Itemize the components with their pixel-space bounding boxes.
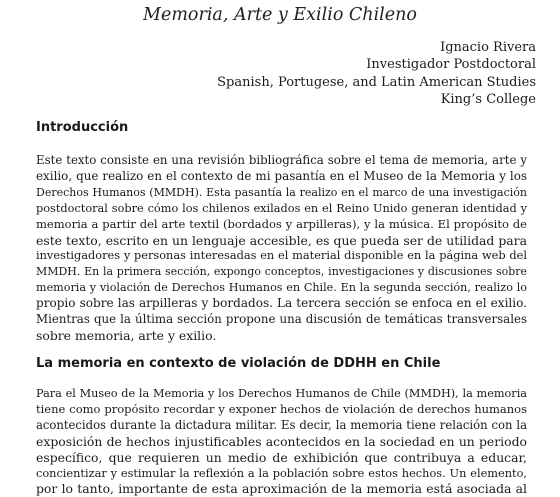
paragraph-line: Este texto consiste en una revisión bibliográfica sobre el tema de memoria, arte y	[36, 153, 527, 167]
paragraph-line: concientizar y estimular la reflexión a la población sobre estos hechos. Un elemento,	[36, 465, 527, 480]
paragraph-line: específico, que requieren un medio de exhibición que contribuya a educar,	[36, 449, 527, 465]
memoria-paragraph	[36, 386, 527, 497]
author-position: Investigador Postdoctoral	[366, 57, 536, 73]
paragraph-line: exposición de hechos injustificables acontecidos en la sociedad en un periodo	[36, 433, 527, 449]
paragraph-line: acontecidos durante la dictadura militar. Es decir, la memoria tiene relación con la	[36, 417, 527, 432]
paragraph-line: postdoctoral sobre cómo los chilenos exilados en el Reino Unido generan identidad y	[36, 200, 527, 215]
paragraph-line: exilio, que realizo en el contexto de mi pasantía en el Museo de la Memoria y los	[36, 168, 527, 183]
paragraph-line: Mientras que la última sección propone una discusión de temáticas transversales	[36, 312, 527, 327]
paragraph-line: MMDH. En la primera sección, expongo conceptos, investigaciones y discusiones sobre	[36, 265, 527, 279]
paragraph-line: este texto, escrito en un lenguaje accesible, es que pueda ser de utilidad para	[36, 232, 527, 248]
paragraph-line: Para el Museo de la Memoria y los Derechos Humanos de Chile (MMDH), la memoria	[36, 387, 527, 400]
author-department: Spanish, Portugese, and Latin American Studies	[217, 74, 536, 90]
paragraph-line: memoria a partir del arte textil (bordados y arpilleras), y la música. El propósito de	[36, 216, 527, 231]
paragraph-line: investigadores y personas interesadas en el material disponible en la página web del	[36, 248, 527, 263]
author-name: Ignacio Rivera	[440, 40, 536, 55]
introduction-paragraph	[36, 153, 527, 344]
document-title: Memoria, Arte y Exilio Chileno	[143, 5, 417, 25]
author-institution: King’s College	[440, 91, 536, 107]
paragraph-line: sobre memoria, arte y exilio.	[36, 327, 217, 343]
author-block	[217, 39, 536, 108]
paragraph-line: propio sobre las arpilleras y bordados. La tercera sección se enfoca en el exilio.	[36, 296, 527, 311]
paragraph-line: tiene como propósito recordar y exponer hechos de violación de derechos humanos	[36, 401, 527, 416]
paragraph-line: por lo tanto, importante de esta aproximación de la memoria está asociada al	[36, 481, 527, 497]
section-heading-introduccion: Introducción	[36, 120, 129, 135]
paragraph-line: memoria y violación de Derechos Humanos en Chile. En la segunda sección, realizo lo	[36, 281, 527, 295]
section-heading-memoria-ddhh: La memoria en contexto de violación de DDHH en Chile	[36, 356, 441, 371]
paragraph-line: Derechos Humanos (MMDH). Esta pasantía la realizo en el marco de una investigación	[36, 185, 527, 199]
